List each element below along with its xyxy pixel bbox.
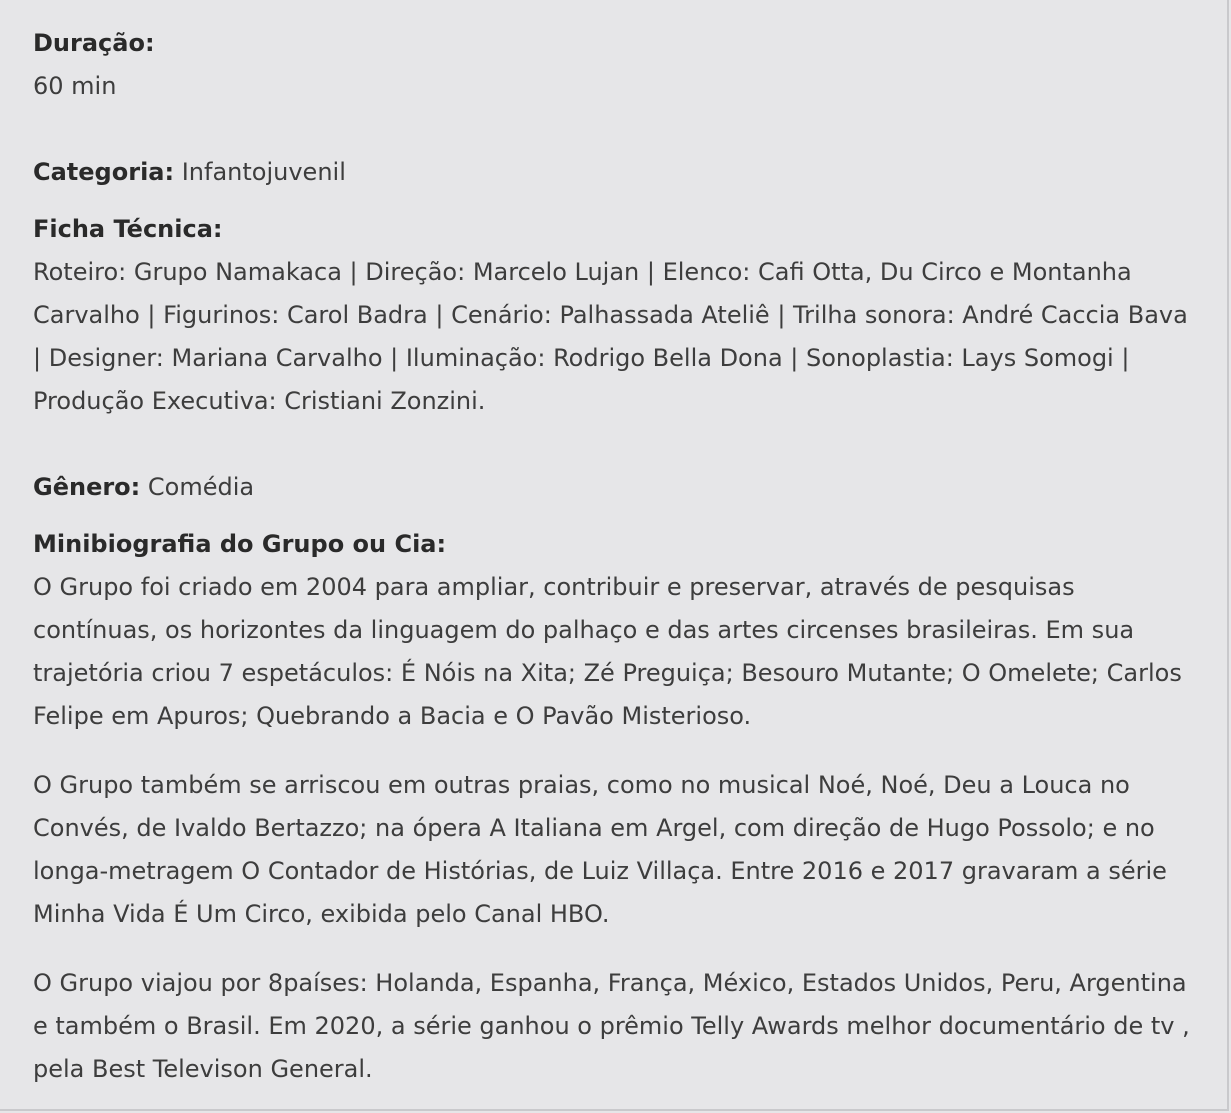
- minibiography-label: Minibiografia do Grupo ou Cia:: [33, 530, 447, 558]
- duration-label: Duração:: [33, 29, 155, 57]
- genre-value: Comédia: [140, 473, 255, 501]
- technical-sheet-text: Roteiro: Grupo Namakaca | Direção: Marcelo Lujan | Elenco: Cafi Otta, Du Circo e Montanha Carvalho | Figurinos: Carol Badra | Cenário: Palhassada Ateliê | Trilha sonora: André Caccia Bava | Designer: Mariana Carvalho | Iluminação: Rodrigo Bella Dona | Sonoplastia: Lays Somogi | Produção Executiva: Cristiani Zonzini.: [33, 258, 1188, 415]
- genre-section: [33, 466, 1197, 509]
- minibiography-paragraph: O Grupo viajou por 8países: Holanda, Espanha, França, México, Estados Unidos, Peru, Argentina e também o Brasil. Em 2020, a série ganhou o prêmio Telly Awards melhor documentário de tv , pela Best Televison General.: [33, 969, 1190, 1083]
- category-label: Categoria:: [33, 158, 175, 186]
- genre-label: Gênero:: [33, 473, 141, 501]
- category-value: Infantojuvenil: [174, 158, 346, 186]
- category-section: [33, 151, 1197, 194]
- minibiography-section: [33, 523, 1197, 1091]
- duration-value: 60 min: [33, 72, 117, 100]
- minibiography-paragraph: O Grupo foi criado em 2004 para ampliar, contribuir e preservar, através de pesquisas contínuas, os horizontes da linguagem do palhaço e das artes circenses brasileiras. Em sua trajetória criou 7 espetáculos: É Nóis na Xita; Zé Preguiça; Besouro Mutante; O Omelete; Carlos Felipe em Apuros; Quebrando a Bacia e O Pavão Misterioso.: [33, 573, 1182, 730]
- duration-section: [33, 22, 1197, 108]
- technical-sheet-label: Ficha Técnica:: [33, 215, 223, 243]
- minibiography-paragraph: O Grupo também se arriscou em outras praias, como no musical Noé, Noé, Deu a Louca no Convés, de Ivaldo Bertazzo; na ópera A Italiana em Argel, com direção de Hugo Possolo; e no longa-metragem O Contador de Histórias, de Luiz Villaça. Entre 2016 e 2017 gravaram a série Minha Vida É Um Circo, exibida pelo Canal HBO.: [33, 771, 1167, 928]
- technical-sheet-section: [33, 208, 1197, 423]
